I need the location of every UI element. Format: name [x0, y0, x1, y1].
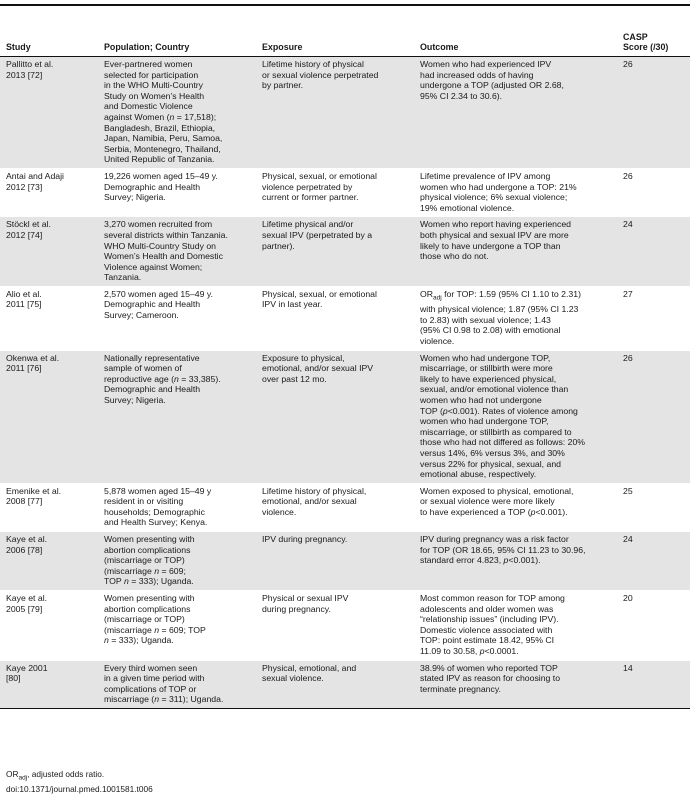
cell-exposure: Physical, sexual, or emotional violence perpetrated by current or former partner. [256, 168, 414, 216]
cell-score: 24 [617, 217, 690, 287]
cell-population: 3,270 women recruited from several districts within Tanzania. WHO Multi-Country Study on Women’s Health and Domestic Violence against Women; Tanzania. [98, 217, 256, 287]
header-casp-score: CASP Score (/30) [617, 31, 690, 57]
cell-population: Every third women seen in a given time period with complications of TOP or miscarriage (n = 311); Uganda. [98, 660, 256, 708]
cell-score: 27 [617, 286, 690, 350]
cell-study: Kaye et al. 2006 [78] [0, 532, 98, 591]
cell-exposure: Exposure to physical, emotional, and/or sexual IPV over past 12 mo. [256, 350, 414, 483]
table-row [0, 168, 690, 216]
cell-study: Antai and Adaji 2012 [73] [0, 168, 98, 216]
cell-study: Alio et al. 2011 [75] [0, 286, 98, 350]
cell-exposure: Physical, emotional, and sexual violence. [256, 660, 414, 708]
cell-population: 2,570 women aged 15–49 y. Demographic and Health Survey; Cameroon. [98, 286, 256, 350]
cell-exposure: Physical, sexual, or emotional IPV in last year. [256, 286, 414, 350]
table-top-rule [0, 4, 690, 6]
table-row [0, 660, 690, 708]
studies-table [0, 31, 690, 709]
table-row [0, 350, 690, 483]
doi-footnote: doi:10.1371/journal.pmed.1001581.t006 [6, 783, 153, 794]
table-row [0, 591, 690, 661]
cell-population: Ever-partnered women selected for participation in the WHO Multi-Country Study on Women’s Health and Domestic Violence against Women (n = 17,518); Bangladesh, Brazil, Ethiopia, Japan, Namibia, Peru, Samoa, Serbia, Montenegro, Thailand, United Republic of Tanzania. [98, 57, 256, 169]
cell-outcome: 38.9% of women who reported TOP stated IPV as reason for choosing to terminate pregnancy. [414, 660, 617, 708]
cell-study: Kaye 2001 [80] [0, 660, 98, 708]
cell-outcome: $OR_{adj}$ for TOP: 1.59 (95% CI 1.10 to 2.31) with physical violence; 1.87 (95% CI 1.23 to 2.83) with sexual violence; 1.43 (95% CI 0.98 to 2.08) with emotional violence. [414, 286, 617, 350]
cell-outcome: Women who report having experienced both physical and sexual IPV are more likely to have undergone a TOP than those who do not. [414, 217, 617, 287]
cell-population: Nationally representative sample of women of reproductive age (n = 33,385). Demographic and Health Survey; Nigeria. [98, 350, 256, 483]
cell-score: 25 [617, 483, 690, 531]
cell-outcome: Women who had undergone TOP, miscarriage, or stillbirth were more likely to have experienced physical, sexual, and/or emotional violence than women who had not undergone TOP (p<0.001). Rates of violence among women who had undergone TOP, miscarriage, or stillbirth as compared to those who had not differed as follows: 20% versus 14%, 6% versus 3%, and 30% versus 22% for physical, sexual, and emotional abuse, respectively. [414, 350, 617, 483]
cell-population: Women presenting with abortion complications (miscarriage or TOP) (miscarriage n = 609; TOP n = 333); Uganda. [98, 591, 256, 661]
cell-exposure: Physical or sexual IPV during pregnancy. [256, 591, 414, 661]
cell-study: Stöckl et al. 2012 [74] [0, 217, 98, 287]
abbreviation-footnote: $OR_{adj}$, adjusted odds ratio. [6, 769, 105, 782]
cell-study: Pallitto et al. 2013 [72] [0, 57, 98, 169]
cell-population: Women presenting with abortion complications (miscarriage or TOP) (miscarriage n = 609; TOP n = 333); Uganda. [98, 532, 256, 591]
cell-score: 26 [617, 350, 690, 483]
cell-score: 20 [617, 591, 690, 661]
header-outcome: Outcome [414, 31, 617, 57]
header-exposure: Exposure [256, 31, 414, 57]
header-study: Study [0, 31, 98, 57]
cell-outcome: IPV during pregnancy was a risk factor for TOP (OR 18.65, 95% CI 11.23 to 30.96, standard error 4.823, p<0.001). [414, 532, 617, 591]
cell-population: 19,226 women aged 15–49 y. Demographic and Health Survey; Nigeria. [98, 168, 256, 216]
cell-outcome: Women exposed to physical, emotional, or sexual violence were more likely to have experienced a TOP (p<0.001). [414, 483, 617, 531]
cell-score: 24 [617, 532, 690, 591]
table-header-row [0, 31, 690, 57]
cell-study: Emenike et al. 2008 [77] [0, 483, 98, 531]
cell-exposure: Lifetime history of physical, emotional, and/or sexual violence. [256, 483, 414, 531]
cell-outcome: Lifetime prevalence of IPV among women who had undergone a TOP: 21% physical violence; 6% sexual violence; 19% emotional violence. [414, 168, 617, 216]
cell-outcome: Women who had experienced IPV had increased odds of having undergone a TOP (adjusted OR 2.68, 95% CI 2.34 to 30.6). [414, 57, 617, 169]
table-row [0, 483, 690, 531]
cell-exposure: Lifetime history of physical or sexual violence perpetrated by partner. [256, 57, 414, 169]
cell-outcome: Most common reason for TOP among adolescents and older women was “relationship issues” (including IPV). Domestic violence associated with TOP: point estimate 18.42, 95% CI 11.09 to 30.58, p<0.0001. [414, 591, 617, 661]
cell-exposure: IPV during pregnancy. [256, 532, 414, 591]
cell-score: 26 [617, 168, 690, 216]
table-row [0, 217, 690, 287]
table-row [0, 286, 690, 350]
header-population: Population; Country [98, 31, 256, 57]
cell-study: Okenwa et al. 2011 [76] [0, 350, 98, 483]
table-footnotes [6, 769, 153, 795]
table-row [0, 532, 690, 591]
table-body [0, 57, 690, 709]
cell-score: 26 [617, 57, 690, 169]
table-row [0, 57, 690, 169]
cell-exposure: Lifetime physical and/or sexual IPV (perpetrated by a partner). [256, 217, 414, 287]
cell-population: 5,878 women aged 15–49 y resident in or visiting households; Demographic and Health Survey; Kenya. [98, 483, 256, 531]
cell-study: Kaye et al. 2005 [79] [0, 591, 98, 661]
cell-score: 14 [617, 660, 690, 708]
